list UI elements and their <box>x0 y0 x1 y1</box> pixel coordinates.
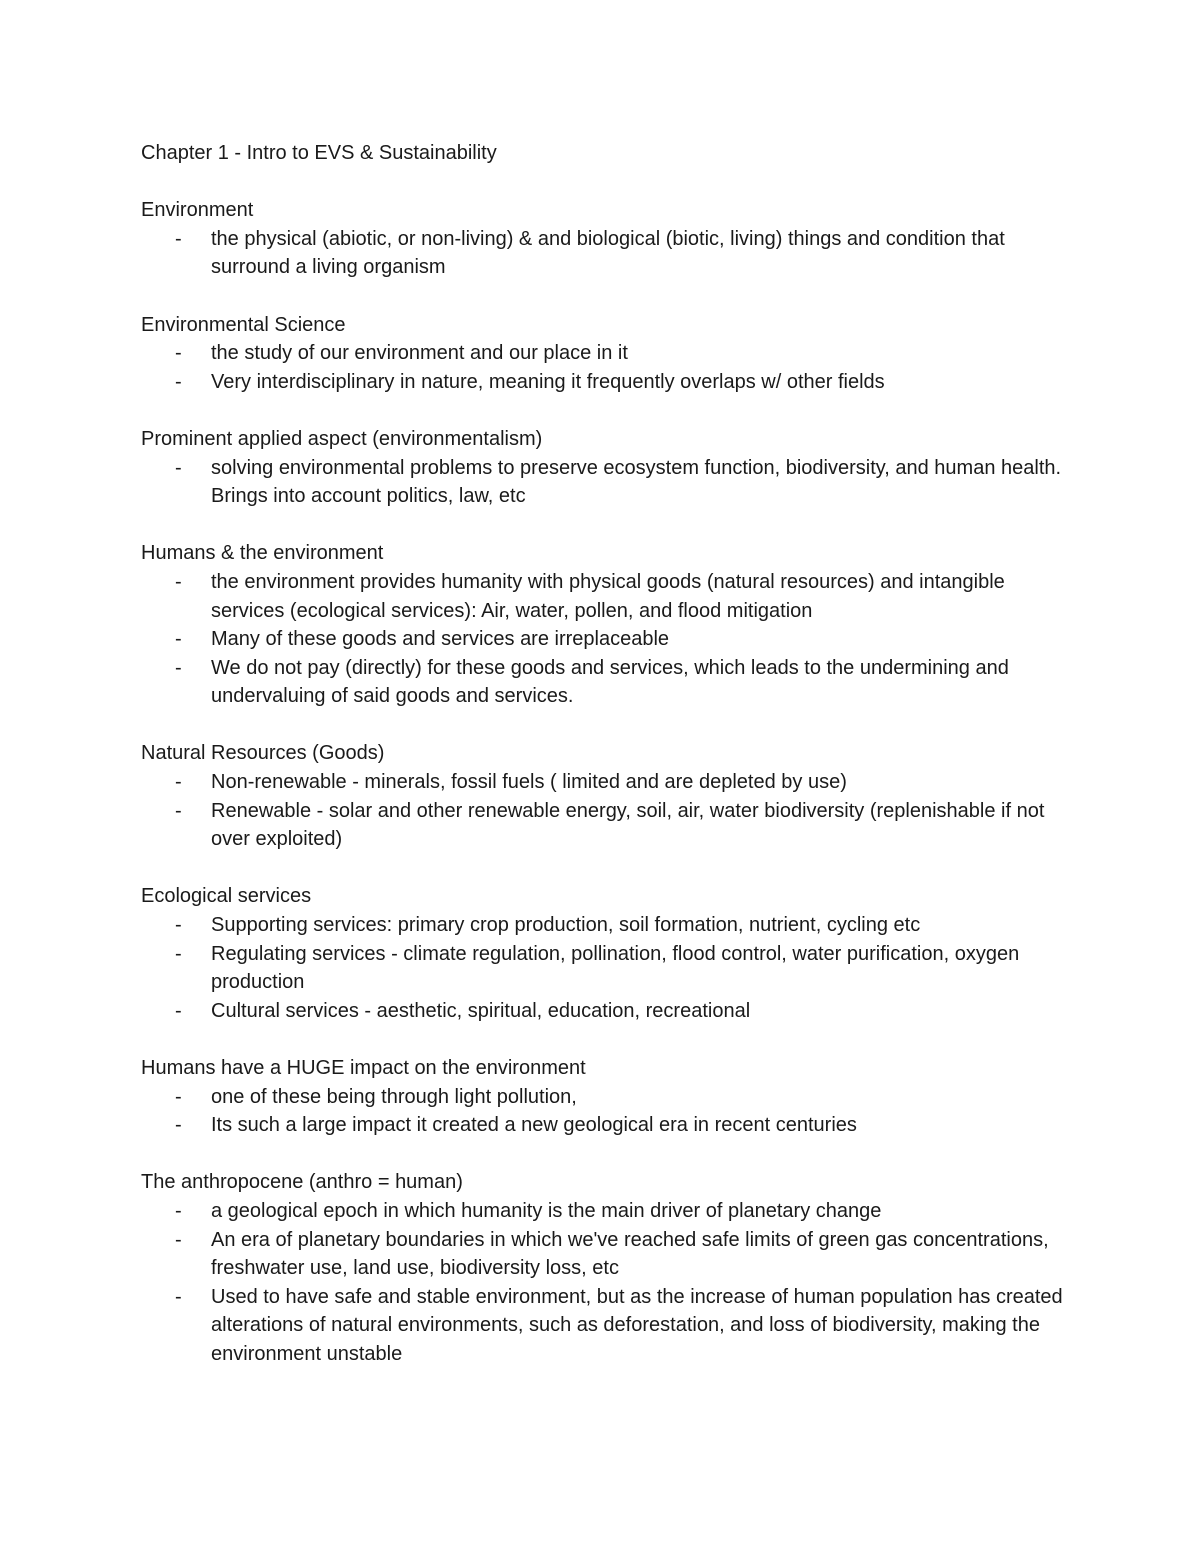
bullet-item <box>141 568 1081 625</box>
dash-bullet-icon: - <box>175 370 182 393</box>
bullet-text: We do not pay (directly) for these goods and services, which leads to the undermining and undervaluing of said goods and services. <box>211 656 1009 708</box>
section <box>141 882 1081 1025</box>
dash-bullet-icon: - <box>175 999 182 1022</box>
bullet-text: a geological epoch in which humanity is the main driver of planetary change <box>211 1199 882 1222</box>
bullet-list <box>141 1197 1081 1369</box>
dash-bullet-icon: - <box>175 628 182 651</box>
bullet-text: one of these being through light pollution, <box>211 1085 577 1108</box>
bullet-text: Used to have safe and stable environment, but as the increase of human population has created alterations of natural environments, such as deforestation, and loss of biodiversity, making the environment unstable <box>211 1285 1063 1365</box>
bullet-item <box>141 1283 1081 1369</box>
section-heading: The anthropocene (anthro = human) <box>141 1171 463 1194</box>
bullet-item <box>141 997 1081 1026</box>
bullet-item <box>141 1111 1081 1140</box>
bullet-text: Cultural services - aesthetic, spiritual, education, recreational <box>211 999 751 1022</box>
bullet-text: An era of planetary boundaries in which we've reached safe limits of green gas concentrations, freshwater use, land use, biodiversity loss, etc <box>211 1228 1049 1280</box>
bullet-text: Supporting services: primary crop production, soil formation, nutrient, cycling etc <box>211 914 921 937</box>
section <box>141 311 1081 397</box>
bullet-item <box>141 625 1081 654</box>
bullet-text: Regulating services - climate regulation, pollination, flood control, water purification, oxygen production <box>211 942 1020 994</box>
document-page <box>141 139 1081 1397</box>
bullet-item <box>141 1226 1081 1283</box>
section-heading: Prominent applied aspect (environmentalism) <box>141 427 543 450</box>
section-heading: Natural Resources (Goods) <box>141 742 385 765</box>
bullet-item <box>141 454 1081 511</box>
bullet-item <box>141 654 1081 711</box>
dash-bullet-icon: - <box>175 1285 182 1308</box>
section <box>141 425 1081 511</box>
section <box>141 196 1081 282</box>
section-heading: Ecological services <box>141 885 312 908</box>
bullet-text: the study of our environment and our place in it <box>211 342 628 365</box>
bullet-item <box>141 940 1081 997</box>
bullet-item <box>141 368 1081 397</box>
bullet-item <box>141 768 1081 797</box>
dash-bullet-icon: - <box>175 342 182 365</box>
section-heading: Environmental Science <box>141 313 346 336</box>
dash-bullet-icon: - <box>175 1199 182 1222</box>
bullet-text: solving environmental problems to preserve ecosystem function, biodiversity, and human health. Brings into account politics, law, etc <box>211 456 1062 508</box>
dash-bullet-icon: - <box>175 942 182 965</box>
section-heading: Environment <box>141 199 254 222</box>
section <box>141 539 1081 711</box>
bullet-text: Its such a large impact it created a new geological era in recent centuries <box>211 1114 857 1137</box>
bullet-list <box>141 568 1081 711</box>
bullet-item <box>141 225 1081 282</box>
dash-bullet-icon: - <box>175 799 182 822</box>
dash-bullet-icon: - <box>175 771 182 794</box>
bullet-list <box>141 768 1081 854</box>
dash-bullet-icon: - <box>175 1085 182 1108</box>
bullet-item <box>141 797 1081 854</box>
bullet-item <box>141 339 1081 368</box>
bullet-item <box>141 911 1081 940</box>
dash-bullet-icon: - <box>175 227 182 250</box>
section <box>141 739 1081 853</box>
section <box>141 1168 1081 1368</box>
bullet-text: the physical (abiotic, or non-living) & and biological (biotic, living) things and condition that surround a living organism <box>211 227 1005 279</box>
bullet-list <box>141 225 1081 282</box>
section <box>141 1054 1081 1140</box>
section-heading: Humans & the environment <box>141 542 384 565</box>
bullet-text: Renewable - solar and other renewable energy, soil, air, water biodiversity (replenishable if not over exploited) <box>211 799 1045 851</box>
bullet-text: Very interdisciplinary in nature, meaning it frequently overlaps w/ other fields <box>211 370 885 393</box>
dash-bullet-icon: - <box>175 656 182 679</box>
bullet-list <box>141 911 1081 1025</box>
document-title: Chapter 1 - Intro to EVS & Sustainability <box>141 142 497 164</box>
sections-container <box>141 196 1081 1368</box>
dash-bullet-icon: - <box>175 456 182 479</box>
bullet-list <box>141 1083 1081 1140</box>
bullet-item <box>141 1197 1081 1226</box>
section-heading: Humans have a HUGE impact on the environment <box>141 1057 586 1079</box>
dash-bullet-icon: - <box>175 1114 182 1137</box>
bullet-list <box>141 454 1081 511</box>
dash-bullet-icon: - <box>175 570 182 593</box>
bullet-text: Non-renewable - minerals, fossil fuels ( limited and are depleted by use) <box>211 771 847 794</box>
bullet-list <box>141 339 1081 396</box>
dash-bullet-icon: - <box>175 914 182 937</box>
dash-bullet-icon: - <box>175 1228 182 1251</box>
bullet-item <box>141 1083 1081 1112</box>
bullet-text: Many of these goods and services are irreplaceable <box>211 628 670 651</box>
bullet-text: the environment provides humanity with physical goods (natural resources) and intangible services (ecological services): Air, water, pollen, and flood mitigation <box>211 570 1005 622</box>
